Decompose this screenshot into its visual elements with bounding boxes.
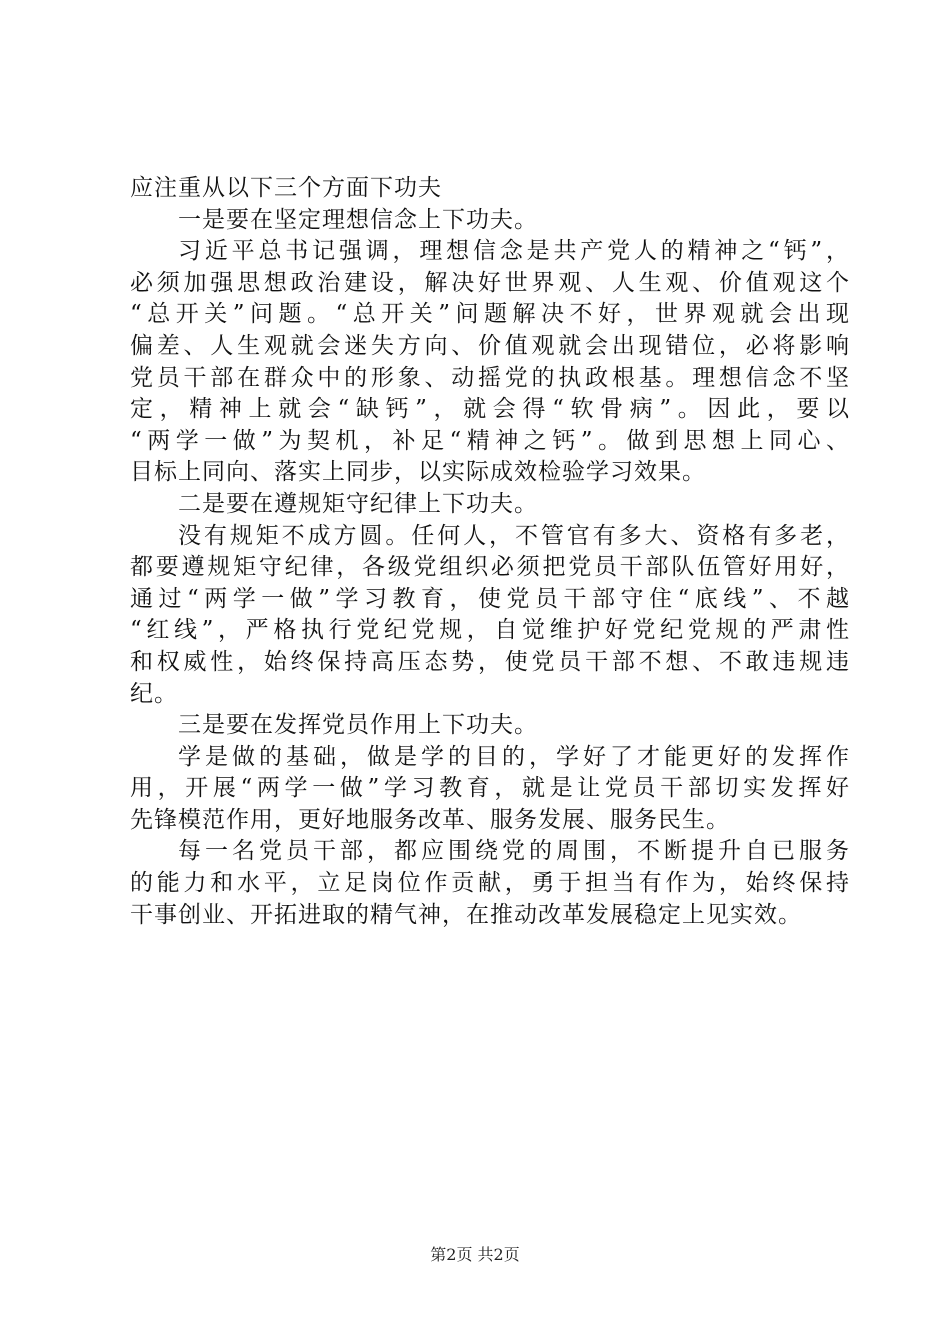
text-line: 定，精神上就会“缺钙”，就会得“软骨病”。因此，要以 xyxy=(130,396,850,423)
document-body xyxy=(130,173,850,931)
text-line: 没有规矩不成方圆。任何人，不管官有多大、资格有多老， xyxy=(178,522,850,549)
text-line: “总开关”问题。“总开关”问题解决不好，世界观就会出现 xyxy=(130,301,850,328)
text-line: 和权威性，始终保持高压态势，使党员干部不想、不敢违规违 xyxy=(130,648,850,675)
text-line: 每一名党员干部，都应围绕党的周围，不断提升自已服务 xyxy=(178,838,850,865)
text-line: 应注重从以下三个方面下功夫 xyxy=(130,175,442,201)
text-line: 偏差、人生观就会迷失方向、价值观就会出现错位，必将影响 xyxy=(130,332,850,359)
text-line: 干事创业、开拓进取的精气神，在推动改革发展稳定上见实效。 xyxy=(130,901,802,928)
section-heading: 一是要在坚定理想信念上下功夫。 xyxy=(178,206,538,233)
text-line: 都要遵规矩守纪律，各级党组织必须把党员干部队伍管好用好， xyxy=(130,554,850,581)
text-line: “两学一做”为契机，补足“精神之钙”。做到思想上同心、 xyxy=(130,427,850,454)
page-footer: 第2页 共2页 xyxy=(430,1245,520,1264)
text-line: 的能力和水平，立足岗位作贡献，勇于担当有作为，始终保持 xyxy=(130,870,850,897)
text-line: “红线”，严格执行党纪党规，自觉维护好党纪党规的严肃性 xyxy=(130,617,850,644)
text-line: 习近平总书记强调，理想信念是共产党人的精神之“钙”， xyxy=(178,238,850,265)
text-line: 党员干部在群众中的形象、动摇党的执政根基。理想信念不坚 xyxy=(130,364,850,391)
text-line: 用，开展“两学一做”学习教育，就是让党员干部切实发挥好 xyxy=(130,775,850,802)
text-line: 先锋模范作用，更好地服务改革、服务发展、服务民生。 xyxy=(130,806,730,833)
text-line: 学是做的基础，做是学的目的，学好了才能更好的发挥作 xyxy=(178,743,850,770)
text-line: 必须加强思想政治建设，解决好世界观、人生观、价值观这个 xyxy=(130,269,850,296)
text-line: 目标上同向、落实上同步，以实际成效检验学习效果。 xyxy=(130,459,706,486)
text-line: 通过“两学一做”学习教育，使党员干部守住“底线”、不越 xyxy=(130,585,850,612)
text-line: 纪。 xyxy=(130,680,178,707)
section-heading: 三是要在发挥党员作用上下功夫。 xyxy=(178,712,538,739)
section-heading: 二是要在遵规矩守纪律上下功夫。 xyxy=(178,490,538,517)
